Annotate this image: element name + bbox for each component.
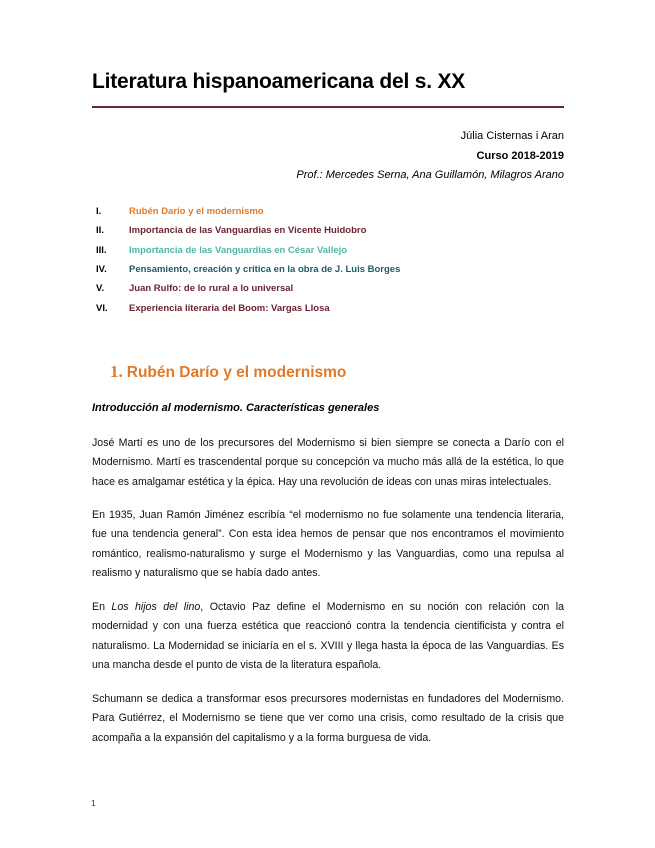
toc-number: I.	[96, 206, 102, 218]
document-title: Literatura hispanoamericana del s. XX	[92, 70, 466, 93]
toc-link[interactable]: Juan Rulfo: de lo rural a lo universal	[129, 283, 294, 295]
author-name: Júlia Cisternas i Aran	[460, 130, 564, 142]
toc-link[interactable]: Importancia de las Vanguardias en Vicente Huidobro	[129, 225, 367, 237]
paragraph-text: , Octavio Paz define el Modernismo en su noción con relación con la modernidad y con una fuerza estética que reaccionó contra la tendencia cientificista y contra el naturalismo. La Modernidad se iniciaría en el s. XVIII y llega hasta la época de las Vanguardias. Es una mancha desde el punto de vista de la literatura española.	[92, 601, 564, 671]
book-title: Los hijos del lino	[111, 601, 201, 613]
course-year: Curso 2018-2019	[476, 150, 564, 162]
toc-item[interactable]	[96, 260, 566, 279]
toc-item[interactable]	[96, 221, 566, 240]
table-of-contents	[96, 202, 566, 318]
paragraph: Schumann se dedica a transformar esos precursores modernistas en fundadores del Modernismo. Para Gutiérrez, el Modernismo se tiene que ver como una crisis, como resultado de la crisis que acompaña a la expansión del capitalismo y a la forma burguesa de vida.	[92, 693, 564, 744]
toc-link[interactable]: Importancia de las Vanguardias en César Vallejo	[129, 244, 348, 256]
section-number: 1.	[110, 362, 123, 381]
toc-item[interactable]	[96, 298, 566, 317]
section-subheading: Introducción al modernismo. Características generales	[92, 402, 380, 414]
toc-link[interactable]: Pensamiento, creación y crítica en la obra de J. Luis Borges	[129, 264, 401, 276]
paragraph: En 1935, Juan Ramón Jiménez escribía “el modernismo no fue solamente una tendencia literaria, fue una tendencia general”. Con esta idea hemos de pensar que nos encontramos el movimiento romántico, realismo-naturalismo y surge el Modernismo y las Vanguardias, como una repulsa al realismo y naturalismo que se había dado antes.	[92, 509, 564, 579]
toc-number: III.	[96, 244, 107, 256]
toc-link[interactable]: Experiencia literaria del Boom: Vargas Llosa	[129, 302, 330, 314]
toc-number: VI.	[96, 302, 108, 314]
page-number: 1	[91, 798, 96, 808]
paragraph	[92, 598, 564, 675]
toc-item[interactable]	[96, 279, 566, 298]
toc-item[interactable]	[96, 202, 566, 221]
professors-line: Prof.: Mercedes Serna, Ana Guillamón, Milagros Arano	[296, 169, 564, 181]
toc-number: II.	[96, 225, 104, 237]
toc-number: V.	[96, 283, 105, 295]
toc-number: IV.	[96, 264, 107, 276]
paragraph: José Martí es uno de los precursores del Modernismo si bien siempre se conecta a Darío con el Modernismo. Martí es trascendental porque su concepción va mucho más allá de la estética, lo que hace es amalgamar estética y la épica. Hay una revolución de ideas con unas miras intelectuales.	[92, 437, 564, 488]
toc-link[interactable]: Rubén Darío y el modernismo	[129, 206, 264, 218]
section-heading	[110, 362, 346, 382]
title-divider	[92, 106, 564, 108]
section-title: Rubén Darío y el modernismo	[126, 364, 347, 381]
paragraph-text: En	[92, 601, 112, 613]
toc-item[interactable]	[96, 241, 566, 260]
